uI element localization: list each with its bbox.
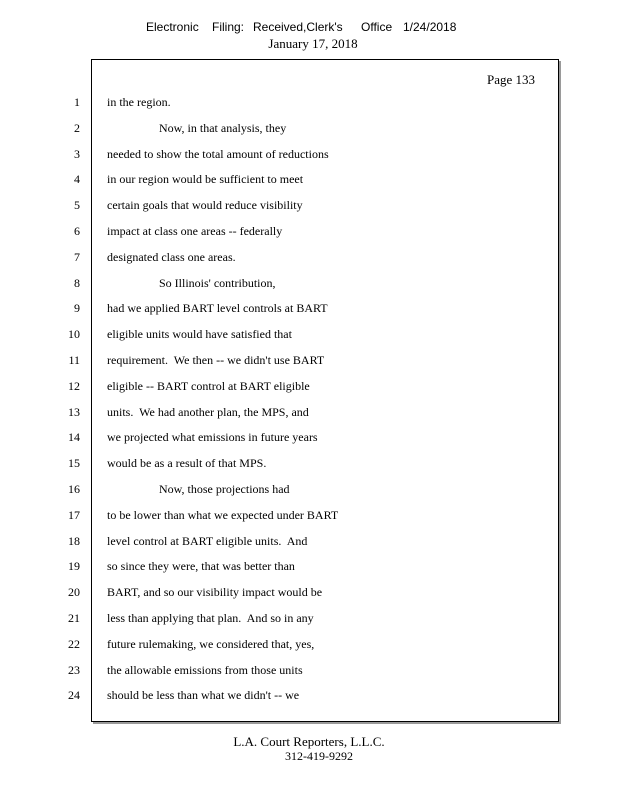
line-text: So Illinois' contribution,	[159, 276, 276, 290]
line-text: in the region.	[107, 95, 171, 109]
line-number: 1	[74, 95, 80, 109]
line-text: had we applied BART level controls at BART	[107, 301, 328, 315]
line-text: to be lower than what we expected under BART	[107, 508, 339, 522]
page-number: Page 133	[487, 72, 536, 87]
line-text: BART, and so our visibility impact would be	[107, 585, 323, 599]
line-number: 6	[74, 224, 80, 238]
line-number: 3	[74, 147, 80, 161]
line-text: so since they were, that was better than	[107, 559, 295, 573]
line-text: would be as a result of that MPS.	[107, 456, 267, 470]
stamp-date: 1/24/2018	[403, 20, 457, 34]
line-number: 20	[68, 585, 80, 599]
line-text: we projected what emissions in future years	[107, 430, 318, 444]
line-number: 23	[68, 663, 80, 677]
line-text: eligible -- BART control at BART eligible	[107, 379, 310, 393]
stamp-received: Received,Clerk's	[253, 20, 343, 34]
line-text: the allowable emissions from those units	[107, 663, 303, 677]
line-text: needed to show the total amount of reductions	[107, 147, 329, 161]
line-number: 22	[68, 637, 80, 651]
line-text: units. We had another plan, the MPS, and	[107, 405, 309, 419]
stamp-electronic: Electronic	[146, 20, 199, 34]
line-number: 4	[74, 172, 80, 186]
footer-phone: 312-419-9292	[285, 749, 353, 763]
line-number: 19	[68, 559, 80, 573]
line-number: 5	[74, 198, 80, 212]
line-text: less than applying that plan. And so in any	[107, 611, 314, 625]
line-text: eligible units would have satisfied that	[107, 327, 292, 341]
footer-company: L.A. Court Reporters, L.L.C.	[233, 734, 385, 749]
line-text: future rulemaking, we considered that, yes,	[107, 637, 315, 651]
line-number: 10	[68, 327, 80, 341]
line-text: impact at class one areas -- federally	[107, 224, 283, 238]
line-text: should be less than what we didn't -- we	[107, 688, 300, 702]
hearing-date: January 17, 2018	[268, 36, 358, 51]
line-number: 11	[68, 353, 80, 367]
line-number: 9	[74, 301, 80, 315]
line-number: 21	[68, 611, 80, 625]
line-number: 15	[68, 456, 80, 470]
line-text: requirement. We then -- we didn't use BART	[107, 353, 325, 367]
line-text: level control at BART eligible units. And	[107, 534, 308, 548]
line-number: 18	[68, 534, 80, 548]
line-number: 2	[74, 121, 80, 135]
line-text: certain goals that would reduce visibility	[107, 198, 303, 212]
line-text: Now, in that analysis, they	[159, 121, 287, 135]
line-number: 12	[68, 379, 80, 393]
line-text: in our region would be sufficient to meet	[107, 172, 304, 186]
line-number: 7	[74, 250, 80, 264]
line-number: 14	[68, 430, 80, 444]
filing-stamp	[0, 20, 618, 36]
stamp-filing: Filing:	[212, 20, 245, 34]
line-number: 13	[68, 405, 80, 419]
line-number: 17	[68, 508, 80, 522]
line-text: Now, those projections had	[159, 482, 290, 496]
line-text: designated class one areas.	[107, 250, 236, 264]
line-number: 16	[68, 482, 80, 496]
stamp-office: Office	[361, 20, 393, 34]
line-number: 8	[74, 276, 80, 290]
line-number: 24	[68, 688, 80, 702]
